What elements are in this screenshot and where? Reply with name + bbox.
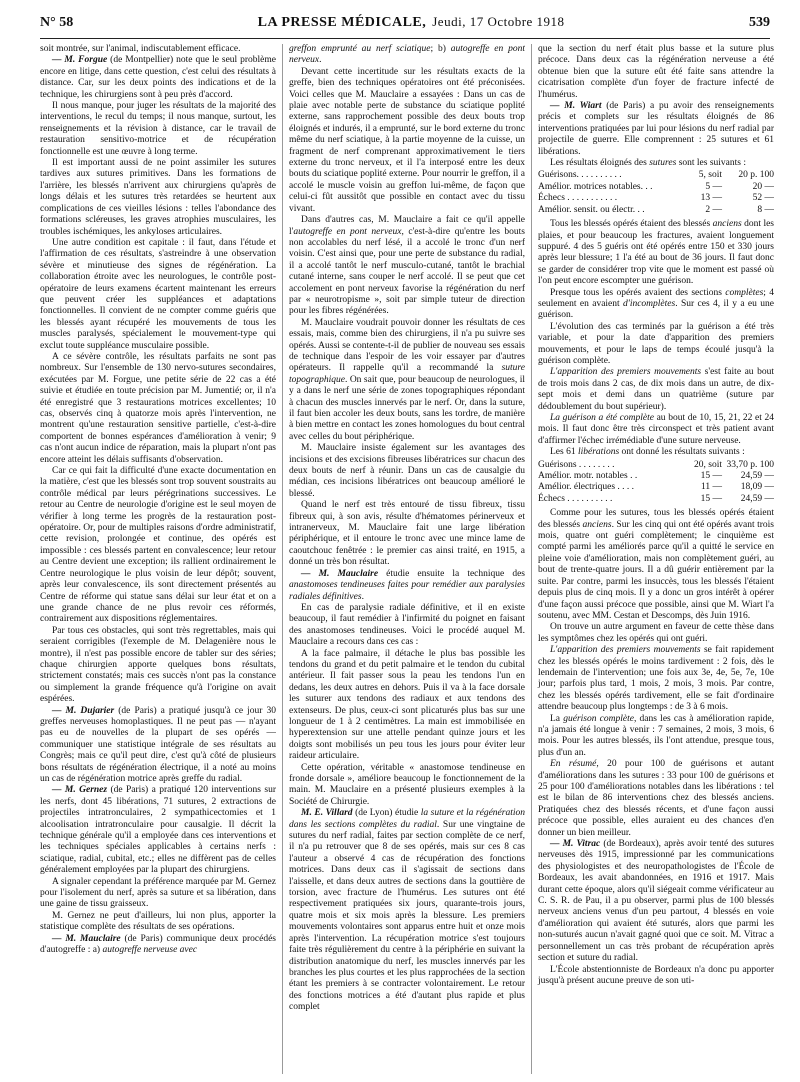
- paragraph-text: . Sur les cinq qui ont été opérés avant trois mois, quatre ont guéri complètement; le cinquième est compté parmi les améliorés parce qu'il a quitté le service en pleine voie d'amélioration, mais non complètement guéri, au bout de trente-quatre jours. Il a dû guérir entièrement par la suite. Par contre, parmi les insuccès, tous les blessés l'étaient depuis plus de cinq mois. Il y a donc un gros intérêt à opérer d'une façon aussi précoce que possible, ainsi que M. Wiart l'a soutenu, avec MM. Cestan et Descomps, dès Juin 1916.: [538, 519, 774, 621]
- paragraph-text: . Sur ces 4, il y a eu une guérison.: [538, 298, 774, 321]
- column-2: [282, 44, 525, 1074]
- paragraph-text: sont les suivants :: [676, 158, 746, 169]
- table-cell-p: 20 —: [752, 181, 774, 192]
- paragraph-mauclaire: [40, 934, 276, 957]
- paragraph-text: s'est faite au bout de trois mois dans 2 cas, de dix mois dans un autre, de dix-sept mois et demi dans un quatrième (suture par dédoublement du bout supérieur).: [538, 367, 774, 412]
- italic-text: greffon emprunté au nerf sciatique: [289, 44, 431, 54]
- table-row: [538, 205, 774, 216]
- table-cell-n: 13 —: [700, 193, 722, 204]
- paragraph-text: (de Lyon) étudie: [352, 808, 421, 819]
- paragraph-text: (de Paris) a pratiqué jusqu'à ce jour 30 greffes nerveuses homoplastiques. Il ne peut pas — n'ayant pas eu de nouvelles de la plupart de ses opérés — communiquer une statistique intégrale de ses résultats au Congrès; mais ce qu'il peut dire, c'est qu'à côté de plusieurs bons résultats de régénération électrique, il a noté au moins un cas de régénération motrice après greffe du radial.: [40, 705, 276, 784]
- paragraph: M. Gernez ne peut d'ailleurs, lui non plus, apporter la statistique complète des résultats de ses opérations.: [40, 910, 276, 933]
- italic-text: L'apparition des premiers mouvements: [550, 367, 702, 378]
- italic-text: suture topographique: [289, 363, 525, 385]
- paragraph: En cas de paralysie radiale définitive, et il en existe beaucoup, il faut remédier à l'infirmité du poignet en faisant des anastomoses tendineuses. Voici le procédé auquel M. Mauclaire a recours dans ces cas :: [289, 602, 525, 648]
- paragraph: [538, 447, 774, 458]
- author-name: — M. Mauclaire: [52, 933, 121, 944]
- author-name: — M. Gernez: [52, 785, 108, 796]
- paragraph-text: (de Paris) a pratiqué 120 interventions sur les nerfs, dont 45 libérations, 71 sutures, 2 extractions de projectiles intratronculaires, 2 sympathicectomies et 1 alcoolisation intratronculaire pour causalgie. Il décrit la technique générale qu'il a employée dans ces interventions et les techniques spéciales applicables à certains nerfs : sciatique, radial, cubital, etc.; elles ne diffèrent pas de celles généralement employées par la plupart des chirurgiens.: [40, 785, 276, 876]
- paragraph: Il est important aussi de ne point assimiler les sutures tardives aux sutures primitives. Dans les formations de l'arrière, les blessés n'arrivent aux chirurgiens qu'après de longs délais et les sutures très retardées se heurtent aux complications de ces vieilles lésions : telles l'abondance des formations scléreuses, les graves atrophies musculaires, les troubles ischémiques, les ankyloses articulaires.: [40, 158, 276, 237]
- paragraph: L'évolution des cas terminés par la guérison a été très variable, et pour la date d'apparition des premiers mouvements, et pour le laps de temps écoulé jusqu'à la guérison complète.: [538, 321, 774, 366]
- paragraph-wiart: [538, 101, 774, 158]
- italic-text: d'incomplètes: [623, 298, 676, 309]
- paragraph: [538, 367, 774, 413]
- table-cell-n: 2 —: [705, 204, 722, 215]
- table-cell-label: Échecs . . . . . . . . . . .: [538, 193, 618, 204]
- paragraph: [289, 215, 525, 318]
- italic-text: autogreffe en pont nerveux: [289, 44, 525, 66]
- paragraph: soit montrée, sur l'animal, indiscutablement efficace.: [40, 44, 241, 54]
- liberations-results-table: [538, 460, 774, 506]
- paragraph-text: Presque tous les opérés avaient des sections: [550, 287, 726, 298]
- paragraph: que la section du nerf était plus basse et la suture plus précoce. Dans deux cas la régénération nerveuse a été obtenue bien que la suture eût été faite sans attendre la cicatrisation complète d'un foyer de fracture infecté de l'humérus.: [538, 44, 774, 100]
- paragraph-text: (de Paris) communique deux procédés d'autogreffe : a): [40, 933, 276, 956]
- table-cell-p: 33,70 p. 100: [726, 459, 774, 470]
- page-number: 539: [749, 15, 770, 30]
- table-cell-p: 24,59 —: [740, 493, 774, 504]
- table-row: [538, 482, 774, 493]
- italic-text: La guérison a été complète: [550, 413, 654, 423]
- paragraph: [289, 44, 525, 67]
- sutures-results-table: [538, 170, 774, 216]
- italic-text: autogreffe en pont nerveux: [293, 226, 402, 237]
- paragraph-text: étudie ensuite la technique des: [378, 568, 525, 579]
- paragraph-text: dont les plaies, et pour beaucoup les fractures, avaient longuement suppuré. 4 des 5 guéris ont été opérés entre 150 et 330 jours après leur blessure; 1 l'a été au bout de 36 jours. Il faut donc se garder de considérer trop vite que le moment est passé où l'on peut encore escompter une guérison.: [538, 219, 774, 287]
- column-1: [40, 44, 276, 1074]
- table-row: [538, 170, 774, 181]
- paragraph: A ce sévère contrôle, les résultats parfaits ne sont pas nombreux. Sur l'ensemble de 130 nervo-sutures secondaires, exécutées par M. Forgue, une petite série de 22 cas a été suivie et étudiée en toute précision par M. Jumentié; or, il n'a été enregistré que 3 restaurations motrices excellentes; 10 cas, observés cinq à quatorze mois après l'intervention, ne montrent qu'une restauration sensitive partielle, c'est-à-dire comportent de bonnes espérances d'amélioration à venir; 9 cas n'ont aucun indice de réparation, mais la plupart n'ont pas encore atteint les délais suffisants d'observation.: [40, 351, 276, 465]
- paragraph: [289, 318, 525, 443]
- author-name: — M. Dujarier: [52, 705, 115, 716]
- italic-text: L'apparition des premiers mouvements: [550, 645, 701, 656]
- paragraph: [538, 714, 774, 760]
- italic-text: sutures: [649, 158, 677, 169]
- header-rule: [40, 38, 770, 39]
- table-cell-p: 52 —: [752, 193, 774, 204]
- paragraph-text: au bout de 10, 15, 21, 22 et 24 mois. Il faut donc être très circonspect et très patient avant d'affirmer l'échec irrémédiable d'une suture nerveuse.: [538, 413, 774, 446]
- paragraph-text: ont donné les résultats suivants :: [619, 447, 745, 458]
- table-cell-p: 24,59 —: [740, 471, 774, 482]
- paragraph-text: (de Montpellier) note que le seul problème encore en litige, dans cette question, c'est celui des résultats à distance. Car, sur les deux points des indications et de la technique, les chirurgiens sont à peu près d'accord.: [40, 55, 276, 100]
- paragraph-text: La: [550, 713, 564, 724]
- table-cell-label: Guérisons . . . . . . . .: [538, 459, 615, 470]
- paragraph-text: , 20 pour 100 de guérisons et autant d'améliorations dans les sutures : 33 pour 100 de guérisons et 25 pour 100 d'améliorations notables dans les libérations : tel est le bilan de 86 interventions chez des blessés anciens. Pratiquées chez des blessés récents, et d'une façon aussi précoce que possible, elles auraient eu des chances d'en donner un bien meilleur.: [538, 759, 774, 838]
- table-cell-label: Guérisons. . . . . . . . . .: [538, 170, 622, 181]
- paragraph-text: Dans d'autres cas, M. Mauclaire a fait ce qu'il appelle l': [289, 215, 525, 237]
- paragraph-text: Comme pour les sutures, tous les blessés opérés étaient des blessés: [538, 508, 774, 530]
- author-name: — M. Mauclaire: [301, 568, 379, 579]
- paragraph-mauclaire-2: [289, 569, 525, 603]
- paragraph-text: (de Bordeaux), après avoir tenté des sutures nerveuses dès 1915, impressionné par les communications des physiologistes et des neuropathologistes de l'École de Bordeaux, les avait abandonnées, en 1916 et 1917. Mais durant cette époque, alors qu'il siégeait comme vérificateur au C. S. R. de Pau, il a pu observer, parmi plus de 100 blessés nerveux anciens venus d'un peu partout, 4 blessés en voie d'amélioration qui avaient été suturés, alors que parmi les non-suturés aucun n'avait gagné quoi que ce soit. M. Vitrac a personnellement un cas très probant de récupération après section et suture du radial.: [538, 839, 774, 964]
- paragraph: [538, 288, 774, 322]
- paragraph-text: ; 4 seulement en avaient: [538, 287, 774, 309]
- author-name: — M. Wiart: [550, 101, 602, 112]
- paragraph-text: Tous les blessés opérés étaient des blessés: [550, 219, 713, 230]
- issue-number: N° 58: [40, 15, 74, 30]
- paragraph-vitrac: [538, 839, 774, 964]
- paragraph: [538, 413, 774, 447]
- italic-text: anciens: [582, 519, 612, 530]
- table-body: [538, 170, 774, 216]
- column-3: [531, 44, 774, 1074]
- paragraph: [538, 219, 774, 287]
- italic-text: anciens: [712, 219, 742, 230]
- italic-text: anastomoses tendineuses faites pour remédier aux paralysies radiales définitives: [289, 580, 525, 602]
- table-cell-label: Amélior. sensit. ou électr. . .: [538, 204, 645, 215]
- paragraph-dujarier: [40, 706, 276, 786]
- paragraph-forgue: [40, 55, 276, 101]
- table-cell-n: 5, soit: [698, 170, 722, 181]
- table-cell-p: 8 —: [757, 204, 774, 215]
- paragraph-text: .: [319, 55, 322, 66]
- paragraph-text: , c'est-à-dire qu'entre les bouts non accolables du nerf lésé, il a accolé le tronc d'un nerf voisin. C'est ainsi que, pour une perte de substance du radial, il a accolé tantôt le nerf musculo-cutané, tantôt le brachial cutané interne, sans couper le nerf accolé. Il se peut que cet accolement en pont nerveux favorise la régénération du nerf par « neurotropisme », soit par simple tuteur de direction pour les fibres régénérées.: [289, 226, 525, 317]
- paragraph: Il nous manque, pour juger les résultats de la majorité des interventions, le recul du temps; il nous manque, surtout, les renseignements et la révision à distance, car le travail de restauration sensitivo-motrice et de récupération fonctionnelle est une œuvre à long terme.: [40, 101, 276, 157]
- italic-text: complètes: [725, 287, 764, 298]
- paragraph-villard: [289, 808, 525, 1013]
- issue-date: Jeudi, 17 Octobre 1918: [432, 14, 565, 29]
- table-row: [538, 193, 774, 204]
- paragraph: A signaler cependant la préférence marquée par M. Gernez pour l'isolement du nerf, après sa suture et sa libération, dans une gaine de tissu graisseux.: [40, 876, 276, 910]
- table-row: [538, 460, 774, 471]
- paragraph-text: , dans les cas à amélioration rapide, n'a jamais été longue à venir : 7 semaines, 2 mois, 3 mois, 6 mois. Pour les autres blessés, ils l'ont attendue, presque tous, plus d'un an.: [538, 713, 774, 758]
- table-cell-n: 5 —: [705, 181, 722, 192]
- paragraph-text: Les résultats éloignés des: [550, 158, 650, 169]
- table-cell-n: 15 —: [700, 493, 722, 504]
- table-row: [538, 182, 774, 193]
- italic-text: En résumé: [550, 759, 597, 770]
- paragraph-text: . On sait que, pour beaucoup de neurologues, il y a dans le nerf une série de zones topographiques répondant à chacun des muscles innervés par le nerf. Or, dans la suture, il faut bien accoler les deux bouts, sans les tordre, de manière à bien mettre en contact les zones homologues du bout central avec celles du bout périphérique.: [289, 374, 525, 442]
- paragraph: Cette opération, véritable « anastomose tendineuse en fronde dorsale », améliore beaucoup le fonctionnement de la main. M. Mauclaire en a présenté plusieurs exemples à la Société de Chirurgie.: [289, 762, 525, 807]
- table-body: [538, 460, 774, 506]
- paragraph: M. Mauclaire insiste également sur les avantages des incisions et des excisions fibreuses libératrices sur chacun des deux bouts de nerf à réunir. Dans un cas de causalgie du médian, ces incisions libératrices ont beaucoup amélioré le blessé.: [289, 443, 525, 499]
- table-cell-p: 20 p. 100: [738, 170, 774, 181]
- table-cell-n: 15 —: [700, 471, 722, 482]
- table-cell-n: 20, soit: [694, 459, 722, 470]
- paragraph-text: se fait rapidement chez les blessés opérés le moins tardivement : 2 fois, dès le lendemain de l'intervention; une fois aux 3e, 4e, 5e, 7e, 10e jour; parfois plus tard, 1 mois, 2 mois, 3 mois. Par contre, chez les blessés opérés tardivement, elle se fait d'ordinaire attendre beaucoup plus longtemps : de 3 à 6 mois.: [538, 645, 774, 713]
- italic-text: la suture et la régénération dans les sections complètes du radial: [289, 808, 525, 830]
- author-name: — M. Forgue: [52, 55, 108, 66]
- author-name: M. E. Villard: [301, 808, 353, 819]
- table-cell-label: Amélior. motrices notables. . .: [538, 181, 653, 192]
- paragraph-text: .: [361, 591, 364, 602]
- italic-text: guérison complète: [563, 713, 634, 724]
- paragraph: Quand le nerf est très entouré de tissu fibreux, tissu fibreux qui, à son avis, résulte d'hématomes périnerveux et intranerveux, M. Mauclaire fait une large libération périphérique, et il entoure le tronc avec une mince lame de caoutchouc fenêtrée : le premier cas ainsi traité, en 1915, a donné un très bon résultat.: [289, 500, 525, 568]
- paragraph-text: M. Mauclaire voudrait pouvoir donner les résultats de ces essais, mais, comme bien des chirurgiens, il n'a pu suivre ses opérés. Aussi se contente-t-il de publier de nouveau ses essais de technique dans l'espoir de les voir essayer par d'autres opérateurs. Il rappelle qu'il a recommandé la: [289, 317, 525, 374]
- author-name: — M. Vitrac: [550, 839, 601, 850]
- paragraph: [538, 158, 774, 169]
- table-cell-n: 11 —: [700, 482, 722, 493]
- italic-text: libérations: [577, 447, 620, 458]
- journal-title: [258, 14, 565, 31]
- paragraph-text: Les 61: [550, 447, 578, 458]
- paragraph-text: ; b): [430, 44, 451, 54]
- italic-text: autogreffe nerveuse avec: [102, 945, 198, 956]
- paragraph: [538, 645, 774, 713]
- paragraph: A la face palmaire, il détache le plus bas possible les tendons du grand et du petit palmaire et le tendon du cubital antérieur. Il fait passer sous la peau les tendons l'un en dedans, les deux autres en dehors. Puis il va à la face dorsale les suturer aux tendons des radiaux et aux tendons des extenseurs. De plus, ceux-ci sont plicaturés plus bas sur une longueur de 1 à 2 centimètres. La main est immobilisée en hyperextension sur une attelle pendant quinze jours et les doigts sont mobilisés un peu tous les jours pour éviter leur raideur articulaire.: [289, 648, 525, 762]
- table-cell-label: Amélior. motr. notables . .: [538, 471, 638, 482]
- paragraph: L'École abstentionniste de Bordeaux n'a donc pu apporter jusqu'à présent aucune preuve de son uti-: [538, 964, 774, 986]
- table-cell-p: 18,09 —: [740, 482, 774, 493]
- page-header: [40, 14, 770, 36]
- journal-name: LA PRESSE MÉDICALE,: [257, 15, 427, 30]
- paragraph-gernez: [40, 785, 276, 876]
- table-cell-label: Échecs . . . . . . . . . .: [538, 493, 613, 504]
- paragraph-text: . Sur une vingtaine de sutures du nerf radial, faites par section complète de ce nerf, il n'a pu retrouver que 8 de ses opérés, mais sur ces 8 cas l'auteur a observé 4 cas de récupération des fonctions motrices. Dans deux cas il s'agissait de sections dans l'aisselle, et dans deux autres de sections dans la gouttière de torsion, avec fracture de l'humérus. Les sutures ont été respectivement pratiquées six jours, quarante-trois jours, quatre mois et six mois après la blessure. Les premiers mouvements volontaires sont apparus entre huit et onze mois après l'intervention. La récupération motrice s'est toujours faite très régulièrement du centre à la périphérie en suivant la distribution anatomique du nerf, les muscles innervés par les branches les plus courtes et les plus rapprochées de la section étant les premiers à se contracter volontairement. Le retour des fonctions motrices a été d'autant plus rapide et plus complet: [289, 819, 525, 1013]
- paragraph: Car ce qui fait la difficulté d'une exacte documentation en la matière, c'est que les blessés sont trop souvent soustraits au contrôle médical par leurs pérégrinations successives. Le retour au Centre de neurologie d'origine est le seul moyen de vérifier à long terme les progrès de la restauration post-opératoire. Or, pour de multiples raisons d'ordre administratif, cette revision, prolongée et continue, des opérés est impossible : ces blessés partent en convalescence; leur retour au Centre devient une exception; ils rallient ordinairement le Centre neurologique le plus voisin de leur dépôt; souvent, après leur convalescence, ils sont directement présentés au Centre de réforme qui statue sans délai sur leur état et on a une grande chance de ne plus revoir ces réformés, contrairement aux dispositions réglementaires.: [40, 466, 276, 625]
- paragraph: On trouve un autre argument en faveur de cette thèse dans les symptômes chez les opérés qui ont guéri.: [538, 622, 774, 644]
- paragraph: [538, 508, 774, 622]
- paragraph: Par tous ces obstacles, qui sont très regrettables, mais qui seraient corrigibles (l'exemple de M. Delagenière nous le montre), il n'est pas possible encore de tabler sur des séries; chaque chirurgien apporte quelques bons résultats, strictement constatés; mais ces succès n'ont pas la constance ou simplement la grande fréquence qu'à l'origine on avait espérées.: [40, 625, 276, 705]
- article-columns: [40, 44, 774, 1074]
- table-cell-label: Amélior. électriques . . . .: [538, 482, 635, 493]
- paragraph: Une autre condition est capitale : il faut, dans l'étude et l'affirmation de ces résultats, s'astreindre à une observation sévère et minutieuse des signes de régénération. La collaboration étroite avec les neurologues, le contrôle post-opératoire de leurs examens écartent maintenant les erreurs que peuvent créer les suppléances et adaptations fonctionnelles. Il convient de ne compter comme guéris que les blessés ayant récupéré les mouvements de tous les muscles paralysés, spécialement le mouvement-type qui exclut toute suppléance musculaire possible.: [40, 237, 276, 351]
- paragraph: [538, 759, 774, 839]
- table-row: [538, 471, 774, 482]
- table-row: [538, 494, 774, 505]
- paragraph-text: (de Paris) a pu avoir des renseignements précis et complets sur les résultats éloignés de 86 interventions pratiquées par lui pour lésions du nerf radial par projectile de guerre. Elle comprennent : 25 sutures et 61 libérations.: [538, 101, 774, 157]
- paragraph: Devant cette incertitude sur les résultats exacts de la greffe, bien des techniques opératoires ont été préconisées. Voici celles que M. Mauclaire a essayées : Dans un cas de plaie avec notable perte de substance du sciatique poplité externe, sans rapprochement possible des deux bouts trop éloignés et indurés, il a emprunté, sur le bord externe du tronc même du nerf sciatique, à la partie moyenne de la cuisse, un fragment de nerf comprenant approximativement le tiers externe du tronc nerveux, et il l'a interposé entre les deux bouts du sciatique poplité externe. Pour nourrir le greffon, il a accolé le muscle voisin au greffon lui-même, de façon que celui-ci fût aussitôt que possible en contact avec du tissu vivant.: [289, 66, 525, 214]
